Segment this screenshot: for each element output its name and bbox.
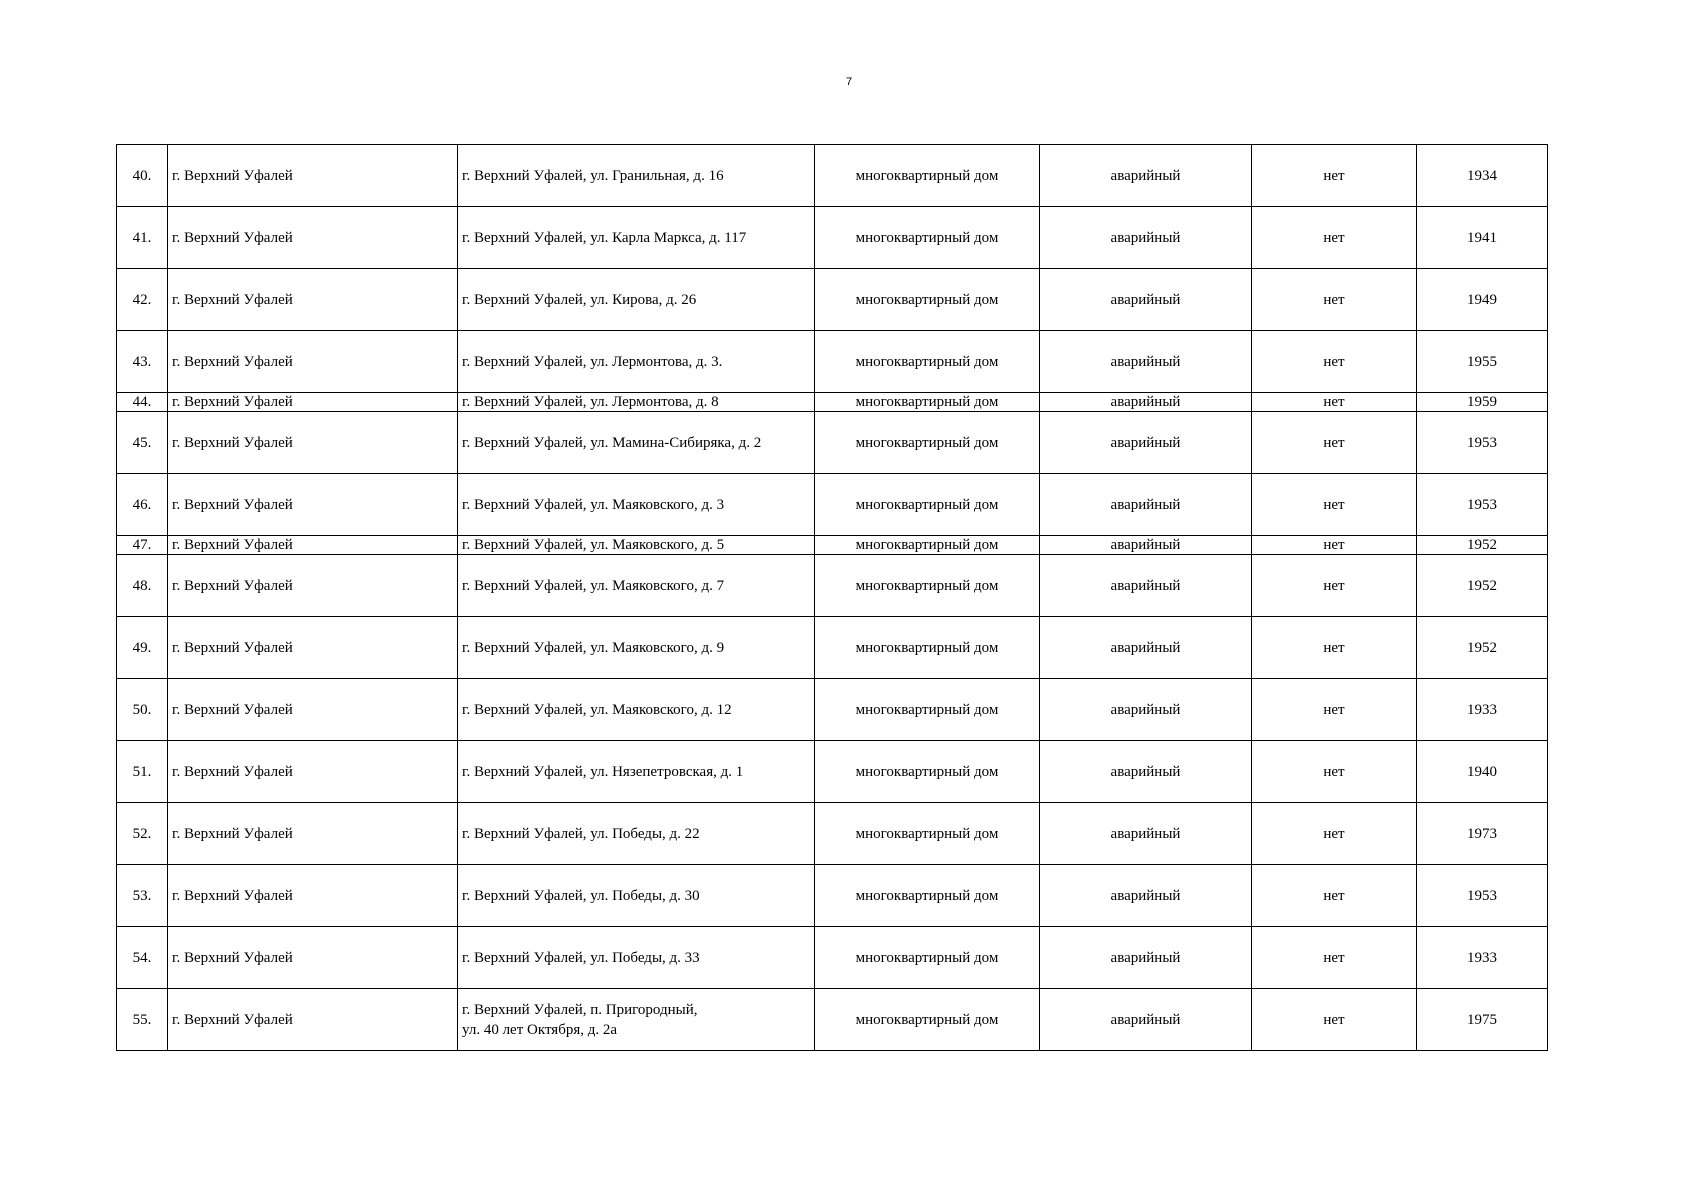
construction-year-cell: 1955 — [1417, 331, 1548, 393]
address-line: г. Верхний Уфалей, ул. Маяковского, д. 12 — [462, 701, 732, 718]
address-cell — [458, 269, 815, 331]
row-number: 46. — [117, 474, 168, 536]
address-line: г. Верхний Уфалей, ул. Лермонтова, д. 8 — [462, 393, 719, 410]
table-row — [117, 412, 1548, 474]
address-line: г. Верхний Уфалей, ул. Гранильная, д. 16 — [462, 167, 724, 184]
condition-status-cell: аварийный — [1040, 555, 1252, 617]
address-line: г. Верхний Уфалей, ул. Нязепетровская, д. 1 — [462, 763, 744, 780]
flag-cell: нет — [1252, 679, 1417, 741]
table-row — [117, 803, 1548, 865]
flag-cell: нет — [1252, 617, 1417, 679]
municipality-cell: г. Верхний Уфалей — [168, 989, 458, 1051]
table-row — [117, 679, 1548, 741]
building-type-cell: многоквартирный дом — [815, 145, 1040, 207]
flag-cell: нет — [1252, 474, 1417, 536]
flag-cell: нет — [1252, 865, 1417, 927]
building-type-cell: многоквартирный дом — [815, 865, 1040, 927]
construction-year-cell: 1952 — [1417, 617, 1548, 679]
row-number: 43. — [117, 331, 168, 393]
construction-year-cell: 1933 — [1417, 927, 1548, 989]
condition-status-cell: аварийный — [1040, 393, 1252, 412]
construction-year-cell: 1959 — [1417, 393, 1548, 412]
building-type-cell: многоквартирный дом — [815, 474, 1040, 536]
building-type-cell: многоквартирный дом — [815, 741, 1040, 803]
row-number: 47. — [117, 536, 168, 555]
building-type-cell: многоквартирный дом — [815, 679, 1040, 741]
municipality-cell: г. Верхний Уфалей — [168, 741, 458, 803]
address-cell — [458, 617, 815, 679]
address-line: г. Верхний Уфалей, ул. Маяковского, д. 3 — [462, 496, 725, 513]
table-body — [117, 145, 1548, 1051]
address-line: г. Верхний Уфалей, ул. Маяковского, д. 9 — [462, 639, 725, 656]
condition-status-cell: аварийный — [1040, 269, 1252, 331]
construction-year-cell: 1933 — [1417, 679, 1548, 741]
municipality-cell: г. Верхний Уфалей — [168, 803, 458, 865]
address-cell — [458, 331, 815, 393]
address-line: г. Верхний Уфалей, ул. Победы, д. 30 — [462, 887, 700, 904]
address-line: г. Верхний Уфалей, п. Пригородный, — [462, 1001, 698, 1018]
municipality-cell: г. Верхний Уфалей — [168, 393, 458, 412]
municipality-cell: г. Верхний Уфалей — [168, 555, 458, 617]
municipality-cell: г. Верхний Уфалей — [168, 679, 458, 741]
page-number: 7 — [845, 76, 853, 88]
address-cell — [458, 207, 815, 269]
table-row — [117, 865, 1548, 927]
address-line: г. Верхний Уфалей, ул. Кирова, д. 26 — [462, 291, 697, 308]
address-cell — [458, 803, 815, 865]
municipality-cell: г. Верхний Уфалей — [168, 412, 458, 474]
row-number: 55. — [117, 989, 168, 1051]
table-row — [117, 555, 1548, 617]
construction-year-cell: 1952 — [1417, 555, 1548, 617]
table-row — [117, 269, 1548, 331]
address-cell — [458, 679, 815, 741]
building-type-cell: многоквартирный дом — [815, 803, 1040, 865]
table-row — [117, 145, 1548, 207]
municipality-cell: г. Верхний Уфалей — [168, 269, 458, 331]
municipality-cell: г. Верхний Уфалей — [168, 207, 458, 269]
flag-cell: нет — [1252, 741, 1417, 803]
row-number: 44. — [117, 393, 168, 412]
row-number: 54. — [117, 927, 168, 989]
table-row — [117, 331, 1548, 393]
municipality-cell: г. Верхний Уфалей — [168, 927, 458, 989]
construction-year-cell: 1940 — [1417, 741, 1548, 803]
address-cell — [458, 741, 815, 803]
row-number: 53. — [117, 865, 168, 927]
building-type-cell: многоквартирный дом — [815, 412, 1040, 474]
flag-cell: нет — [1252, 803, 1417, 865]
address-line: г. Верхний Уфалей, ул. Карла Маркса, д. 117 — [462, 229, 747, 246]
construction-year-cell: 1941 — [1417, 207, 1548, 269]
flag-cell: нет — [1252, 555, 1417, 617]
flag-cell: нет — [1252, 393, 1417, 412]
address-line: г. Верхний Уфалей, ул. Лермонтова, д. 3. — [462, 353, 723, 370]
municipality-cell: г. Верхний Уфалей — [168, 145, 458, 207]
address-cell — [458, 412, 815, 474]
address-cell — [458, 865, 815, 927]
flag-cell: нет — [1252, 269, 1417, 331]
table-row — [117, 536, 1548, 555]
flag-cell: нет — [1252, 989, 1417, 1051]
row-number: 40. — [117, 145, 168, 207]
building-type-cell: многоквартирный дом — [815, 536, 1040, 555]
table-row — [117, 927, 1548, 989]
address-line: г. Верхний Уфалей, ул. Победы, д. 33 — [462, 949, 700, 966]
flag-cell: нет — [1252, 331, 1417, 393]
flag-cell: нет — [1252, 207, 1417, 269]
building-type-cell: многоквартирный дом — [815, 617, 1040, 679]
row-number: 42. — [117, 269, 168, 331]
condition-status-cell: аварийный — [1040, 989, 1252, 1051]
building-type-cell: многоквартирный дом — [815, 207, 1040, 269]
building-type-cell: многоквартирный дом — [815, 555, 1040, 617]
building-type-cell: многоквартирный дом — [815, 989, 1040, 1051]
table-row — [117, 393, 1548, 412]
address-cell — [458, 989, 815, 1051]
row-number: 45. — [117, 412, 168, 474]
address-line: ул. 40 лет Октября, д. 2а — [462, 1021, 618, 1038]
row-number: 49. — [117, 617, 168, 679]
condition-status-cell: аварийный — [1040, 145, 1252, 207]
housing-registry-table — [116, 144, 1548, 1051]
address-cell — [458, 145, 815, 207]
municipality-cell: г. Верхний Уфалей — [168, 536, 458, 555]
address-line: г. Верхний Уфалей, ул. Маяковского, д. 7 — [462, 577, 725, 594]
condition-status-cell: аварийный — [1040, 927, 1252, 989]
building-type-cell: многоквартирный дом — [815, 927, 1040, 989]
address-cell — [458, 927, 815, 989]
flag-cell: нет — [1252, 145, 1417, 207]
condition-status-cell: аварийный — [1040, 474, 1252, 536]
row-number: 52. — [117, 803, 168, 865]
condition-status-cell: аварийный — [1040, 617, 1252, 679]
condition-status-cell: аварийный — [1040, 865, 1252, 927]
table-row — [117, 989, 1548, 1051]
condition-status-cell: аварийный — [1040, 741, 1252, 803]
condition-status-cell: аварийный — [1040, 331, 1252, 393]
flag-cell: нет — [1252, 927, 1417, 989]
condition-status-cell: аварийный — [1040, 679, 1252, 741]
condition-status-cell: аварийный — [1040, 412, 1252, 474]
address-cell — [458, 536, 815, 555]
municipality-cell: г. Верхний Уфалей — [168, 474, 458, 536]
condition-status-cell: аварийный — [1040, 803, 1252, 865]
building-type-cell: многоквартирный дом — [815, 393, 1040, 412]
table-row — [117, 474, 1548, 536]
construction-year-cell: 1975 — [1417, 989, 1548, 1051]
address-line: г. Верхний Уфалей, ул. Маяковского, д. 5 — [462, 536, 725, 553]
municipality-cell: г. Верхний Уфалей — [168, 617, 458, 679]
construction-year-cell: 1934 — [1417, 145, 1548, 207]
row-number: 41. — [117, 207, 168, 269]
table-row — [117, 617, 1548, 679]
municipality-cell: г. Верхний Уфалей — [168, 331, 458, 393]
table-row — [117, 207, 1548, 269]
construction-year-cell: 1953 — [1417, 474, 1548, 536]
building-type-cell: многоквартирный дом — [815, 269, 1040, 331]
table-row — [117, 741, 1548, 803]
address-line: г. Верхний Уфалей, ул. Победы, д. 22 — [462, 825, 700, 842]
construction-year-cell: 1973 — [1417, 803, 1548, 865]
condition-status-cell: аварийный — [1040, 207, 1252, 269]
construction-year-cell: 1953 — [1417, 865, 1548, 927]
construction-year-cell: 1953 — [1417, 412, 1548, 474]
construction-year-cell: 1949 — [1417, 269, 1548, 331]
row-number: 48. — [117, 555, 168, 617]
address-cell — [458, 555, 815, 617]
address-cell — [458, 393, 815, 412]
municipality-cell: г. Верхний Уфалей — [168, 865, 458, 927]
condition-status-cell: аварийный — [1040, 536, 1252, 555]
building-type-cell: многоквартирный дом — [815, 331, 1040, 393]
flag-cell: нет — [1252, 536, 1417, 555]
row-number: 50. — [117, 679, 168, 741]
construction-year-cell: 1952 — [1417, 536, 1548, 555]
flag-cell: нет — [1252, 412, 1417, 474]
address-line: г. Верхний Уфалей, ул. Мамина-Сибиряка, д. 2 — [462, 434, 762, 451]
row-number: 51. — [117, 741, 168, 803]
address-cell — [458, 474, 815, 536]
